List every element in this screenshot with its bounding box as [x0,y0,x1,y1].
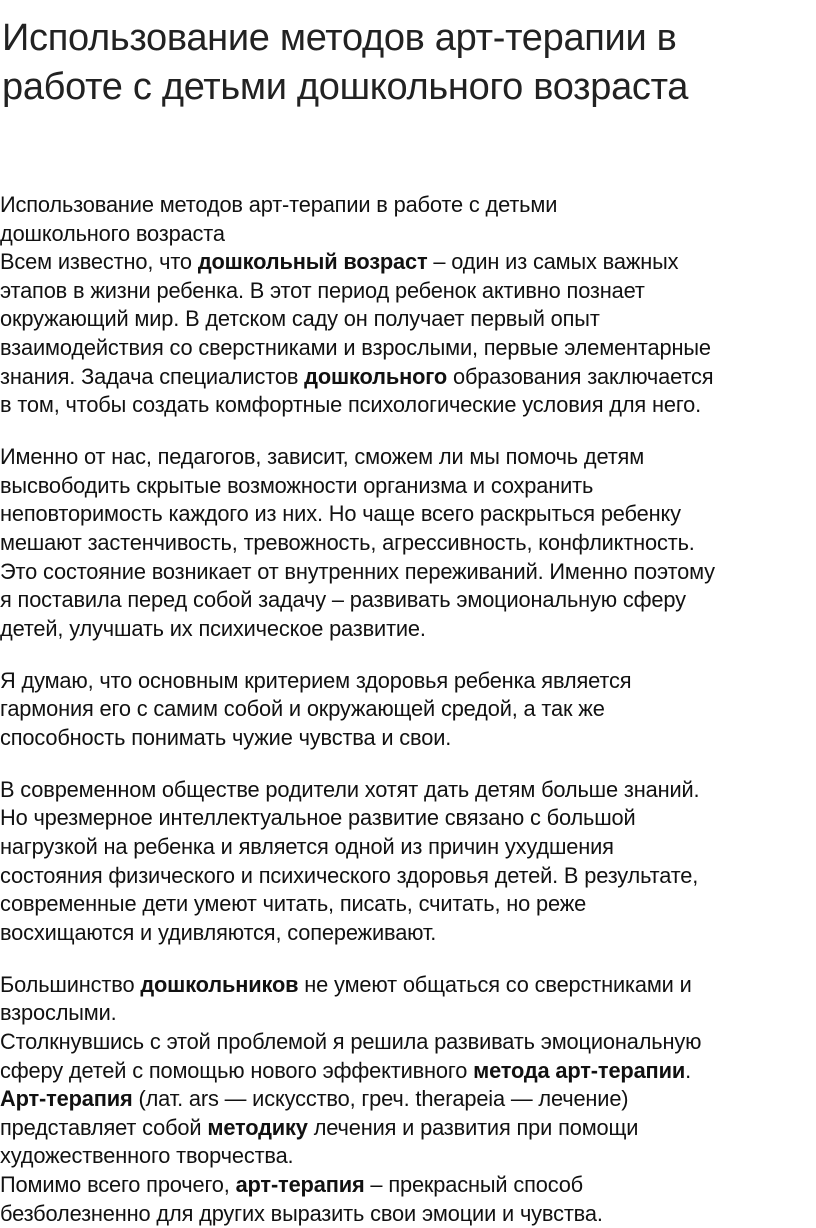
paragraph-2: Именно от нас, педагогов, зависит, сможем ли мы помочь детям высвободить скрытые возможности организма и сохранить неповторимость каждого из них. Но чаще всего раскрыться ребенку мешают застенчивость, тревожность, агрессивность, конфликтность. Это состояние возникает от внутренних переживаний. Именно поэтому я поставила перед собой задачу – развивать эмоциональную сферу детей, улучшать их психическое развитие. [0,444,715,641]
bold-term-art-therapy-method: метода арт-терапии [473,1057,686,1083]
paragraph-4: В современном обществе родители хотят дать детям больше знаний. Но чрезмерное интеллектуальное развитие связано с большой нагрузкой на ребенка и является одной из причин ухудшения состояния физического и психического здоровья детей. В результате, современные дети умеют читать, писать, считать, но реже восхищаются и удивляются, сопереживают. [0,776,700,945]
paragraph-1: Использование методов арт-терапии в работе с детьми дошкольного возраста Всем известно, что дошкольный возраст – один из самых важных этапов в жизни ребенка. В этот период ребенок активно познает окружающий мир. В детском саду он получает первый опыт взаимодействия со сверстниками и взрослыми, первые элементарные знания. Задача специалистов дошкольного образования заключается в том, чтобы создать комфортные психологические условия для него. [0,192,714,418]
paragraph-5: Большинство дошкольников не умеют общаться со сверстниками и взрослыми. Столкнувшись с этой проблемой я решила развивать эмоциональную сферу детей с помощью нового эффективного метода арт-терапии. Арт-терапия (лат. ars — искусство, греч. therapeia — лечение) представляет собой методику лечения и развития при помощи художественного творчества. Помимо всего прочего, арт-терапия – прекрасный способ безболезненно для других выразить свои эмоции и чувства. [0,971,702,1226]
bold-term-preschool: дошкольного [304,363,448,389]
bold-term-methodology: методику [207,1114,308,1140]
document-body [0,191,808,1228]
title-line-1: Использование методов арт-терапии в [2,17,677,59]
document-title [2,14,808,112]
paragraph-3: Я думаю, что основным критерием здоровья ребенка является гармония его с самим собой и окружающей средой, а так же способность понимать чужие чувства и свои. [0,667,632,750]
bold-term-preschoolers: дошкольников [140,971,299,997]
title-line-2: работе с детьми дошкольного возраста [2,66,689,108]
bold-term-art-therapy-2: арт-терапия [235,1171,365,1197]
bold-term-art-therapy: Арт-терапия [0,1086,133,1112]
bold-term-preschool-age: дошкольный возраст [197,249,428,275]
